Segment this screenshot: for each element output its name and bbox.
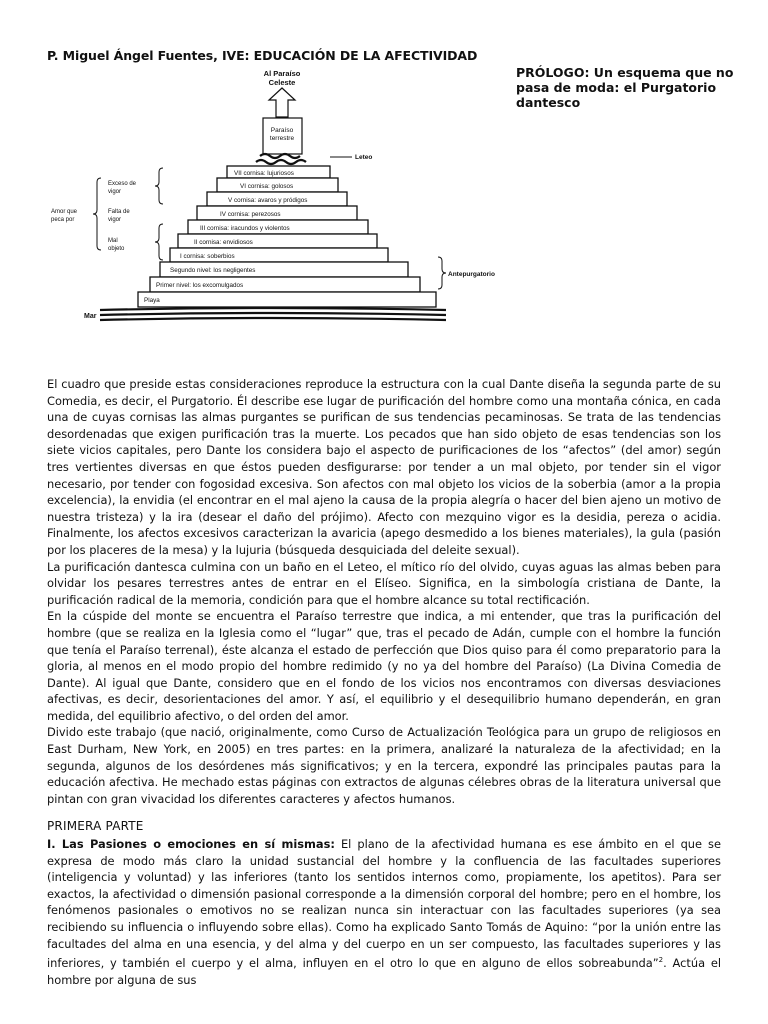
svg-text:Segundo nivel: los negligentes: Segundo nivel: los negligentes	[170, 267, 256, 274]
intro-paragraph-2: La purificación dantesca culmina con un baño en el Leteo, el mítico río del olvido, cuyas aguas las almas beben para olvidar los pesares terrestres antes de entrar en el Elíseo. Significa, en la simbología cristiana de Dante, la purificación radical de la memoria, condición para que el hombre alcance su total rectificación.	[47, 559, 721, 607]
terrace-2	[178, 234, 377, 248]
terrace-5	[207, 192, 347, 206]
arrow-up-icon	[269, 88, 295, 117]
paradise-label-2: terrestre	[269, 135, 295, 142]
love-brace	[93, 178, 101, 250]
antepurgatory-brace	[438, 257, 446, 289]
excess-label-1: Exceso de	[108, 181, 137, 187]
intro-paragraph-1: El cuadro que preside estas consideraciones reproduce la estructura con la cual Dante diseña la segunda parte de su Comedia, es decir, el Purgatorio. Él describe ese lugar de purificación del hombre como una montaña cónica, en cada una de cuyas cornisas las almas purgantes se purifican de sus tendencias pecaminosas. Se trata de las tendencias desordenadas que exigen purificación tras la muerte. Los pecados que han sido objeto de esas tendencias son los siete vicios capitales, pero Dante los considera bajo el aspecto de purificaciones de los “afectos” (del amor) según tres vertientes diversas en que éstos pueden desfigurarse: por tender a un mal objeto, por tender sin el vigor necesario, por tender con fogosidad excesiva. Son afectos con mal objeto los vicios de la soberbia (amor a la propia excelencia), la envidia (el encontrar en el mal ajeno la causa de la propia alegría o hacer del bien ajeno un motivo de nuestra tristeza) y la ira (desear el daño del prójimo). Afecto con mezquino vigor es la desidia, pereza o acidia. Finalmente, los afectos excesivos caracterizan la avaricia (apego desmedido a los bienes materiales), la gula (pasión por los placeres de la mesa) y la lujuria (búsqueda desquiciada del deleite sexual).	[47, 377, 721, 557]
top-label-2: Celeste	[268, 78, 296, 87]
sea-waves-icon	[100, 308, 446, 320]
svg-text:VII cornisa: lujuriosos: VII cornisa: lujuriosos	[234, 170, 294, 177]
svg-text:Primer nivel: los excomulgados: Primer nivel: los excomulgados	[156, 282, 244, 289]
sea-label: Mar	[84, 313, 97, 320]
lethe-waves-icon	[256, 154, 306, 164]
svg-text:II cornisa: envidiosos: II cornisa: envidiosos	[194, 239, 253, 246]
terrace-6	[217, 178, 338, 192]
section-paragraph	[47, 836, 721, 988]
svg-text:I cornisa: soberbios: I cornisa: soberbios	[180, 253, 235, 260]
terrace-7	[227, 166, 330, 178]
svg-text:IV cornisa: perezosos: IV cornisa: perezosos	[220, 211, 281, 218]
lethe-label: Leteo	[355, 154, 373, 161]
bad-object-brace	[155, 224, 163, 260]
terrace-4	[197, 206, 357, 220]
section-tail: . Actúa el hombre por alguna de sus	[47, 955, 721, 987]
svg-text:V cornisa: avaros y pródigos: V cornisa: avaros y pródigos	[228, 197, 308, 204]
purgatory-diagram	[0, 60, 560, 325]
lack-label-1: Falta de	[108, 209, 130, 215]
intro-paragraph-4: Divido este trabajo (que nació, originalmente, como Curso de Actualización Teológica para un grupo de religiosos en East Durham, New York, en 2005) en tres partes: en la primera, analizaré la naturaleza de la afectividad; en la segunda, algunos de los desórdenes más significativos; y en la tercera, expondré las principales pautas para la educación afectiva. He mechado estas páginas con extractos de algunas célebres obras de la literatura universal que pintan con gran vivacidad los diferentes caracteres y afectos humanos.	[47, 725, 721, 806]
intro-paragraph-3: En la cúspide del monte se encuentra el Paraíso terrestre que indica, a mi entender, que tras la purificación del hombre (que se realiza en la Iglesia como el “lugar” que, tras el pecado de Adán, cumple con el hombre la función que tenía el Paraíso terrenal), éste alcanza el estado de perfección que Dios quiso para él como preparatorio para la gloria, al menos en el modo propio del hombre redimido (y no ya del hombre del Paraíso) (La Divina Comedia de Dante). Al igual que Dante, considero que en el fondo de los vicios nos encontramos con diversas desviaciones afectivas, es decir, desorientaciones del amor. Y así, el equilibrio y el desequilibrio humano dependerán, en gran medida, del equilibrio afectivo, o del orden del amor.	[47, 609, 721, 723]
love-label-1: Amor que	[51, 209, 78, 215]
section-body	[47, 836, 721, 988]
terrace-1	[170, 248, 388, 262]
section-subheading: I. Las Pasiones o emociones en sí mismas:	[47, 837, 335, 851]
excess-label-2: vigor	[108, 189, 122, 195]
antepurgatory-level-1	[150, 277, 420, 292]
bad-object-label-1: Mal	[108, 238, 118, 244]
top-label-1: Al Paraíso	[263, 69, 301, 78]
section-text: El plano de la afectividad humana es ese ámbito en el que se expresa de modo más claro la unidad sustancial del hombre y la confluencia de las facultades superiores (inteligencia y voluntad) y las inferiores (tanto los sentidos internos como, propiamente, los apetitos). Para ser exactos, la afectividad o dimensión pasional corresponde a la dimensión corporal del hombre; pero en el hombre, los fenómenos pasionales o emotivos no se realizan nunca sin interactuar con las facultades superiores (ya sea recibiendo su influencia o influyendo sobre ellas). Como ha explicado Santo Tomás de Aquino: “por la unión entre las facultades del alma en una esencia, y del alma y del cuerpo en un ser compuesto, las facultades superiores y las inferiores, y también el cuerpo y el alma, influyen en el otro lo que en alguno de ellos sobreabunda”	[47, 837, 721, 970]
intro-body	[47, 376, 721, 807]
lack-label-2: vigor	[108, 217, 122, 223]
svg-text:III cornisa: iracundos y viole: III cornisa: iracundos y violentos	[200, 225, 290, 232]
terrace-3	[188, 220, 368, 234]
bad-object-label-2: objeto	[108, 246, 125, 252]
excess-brace	[155, 168, 163, 204]
antepurgatory-level-2	[160, 262, 408, 277]
section-heading: PRIMERA PARTE	[47, 819, 144, 833]
paradise-label-1: Paraíso	[270, 127, 294, 134]
beach-level	[138, 292, 436, 307]
antepurgatory-label: Antepurgatorio	[448, 271, 495, 278]
svg-text:VI cornisa: golosos: VI cornisa: golosos	[240, 183, 294, 190]
svg-text:Playa: Playa	[144, 297, 160, 304]
love-label-2: peca por	[51, 217, 75, 223]
prologue-title: PRÓLOGO: Un esquema que no pasa de moda: el Purgatorio dantesco	[516, 65, 734, 110]
document-header-title: P. Miguel Ángel Fuentes, IVE: EDUCACIÓN DE LA AFECTIVIDAD	[47, 48, 478, 63]
footnote-ref[interactable]: 2	[658, 956, 664, 965]
